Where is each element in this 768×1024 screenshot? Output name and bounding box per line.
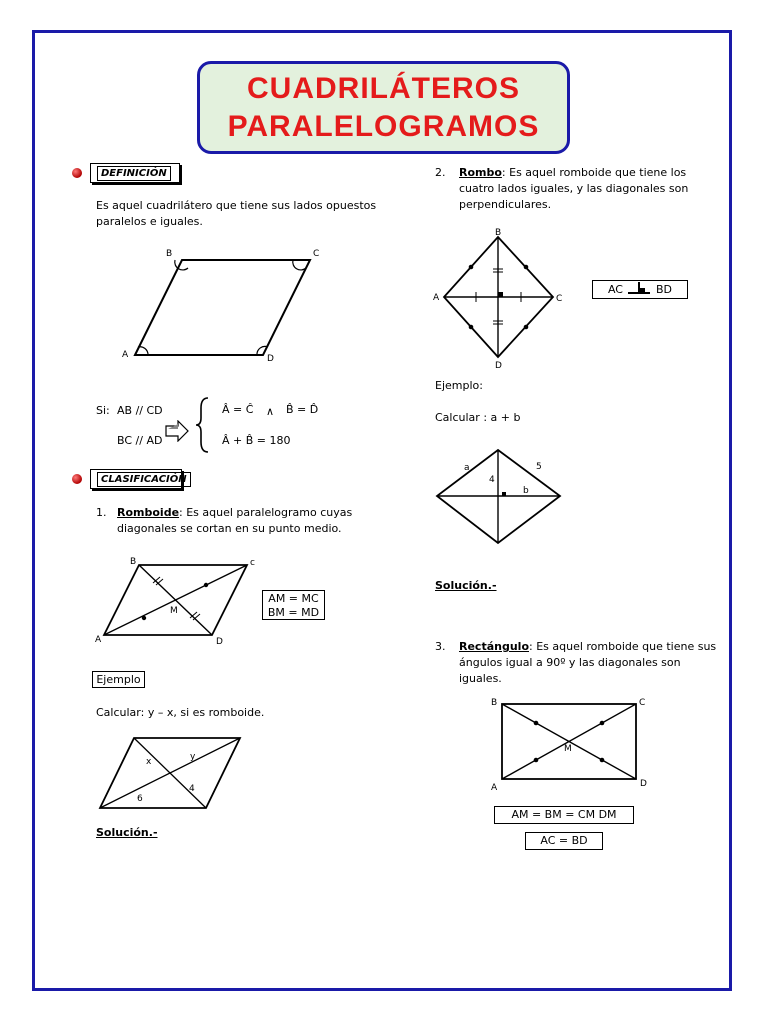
- rombo-diagram: [430, 225, 575, 370]
- ejemplo1-x-label: x: [146, 757, 152, 767]
- cond-ab-cd: AB // CD: [117, 404, 163, 417]
- rombo-a-label: A: [433, 293, 440, 303]
- romboide-c-label: c: [250, 558, 255, 568]
- definicion-tag: DEFINICIÓN: [90, 163, 180, 183]
- rombo-solucion-label: Solución.-: [435, 579, 497, 592]
- rombo-b-label: B: [495, 228, 502, 238]
- romboide-diagram: [92, 553, 262, 647]
- perpendicular-icon: [628, 282, 650, 294]
- brace-icon: [195, 396, 211, 454]
- rombo-ej-b-label: b: [523, 486, 529, 496]
- rect-c-label: C: [639, 698, 646, 708]
- ejemplo1-4-label: 4: [189, 784, 195, 794]
- rombo-term: Rombo: [459, 166, 502, 179]
- romboide-term: Romboide: [117, 506, 180, 519]
- rombo-box-ac: AC: [607, 283, 623, 296]
- title-line-1: CUADRILÁTEROS: [247, 71, 520, 105]
- ejemplo1-y-label: y: [190, 752, 196, 762]
- rombo-ejemplo-diagram: [432, 440, 567, 550]
- rectangulo-text-2: ángulos igual a 90º y las diagonales son: [459, 656, 681, 669]
- romboide-a-label: A: [95, 635, 102, 645]
- si-label: Si:: [96, 404, 110, 417]
- result-b-eq-d: B̂ = D̂: [286, 403, 319, 416]
- implies-arrow-icon: [164, 420, 190, 442]
- item3-number: 3.: [435, 640, 446, 653]
- romboide-d-label: D: [216, 637, 223, 647]
- romboide-eq-1: AM = MC: [268, 592, 319, 605]
- vertex-d-label: D: [267, 354, 274, 364]
- ejemplo-box: Ejemplo: [92, 671, 145, 688]
- solucion1-label: Solución.-: [96, 826, 158, 839]
- rombo-ej-5-label: 5: [536, 462, 542, 472]
- item1-text-2: diagonales se cortan en su punto medio.: [117, 522, 342, 535]
- rombo-box-bd: BD: [655, 283, 673, 296]
- romboide-equalities-box: [262, 590, 325, 620]
- romboide-m-label: M: [170, 606, 178, 616]
- item1-line: [117, 505, 352, 521]
- item3-line: [459, 639, 716, 655]
- rectangulo-eq-box-1: AM = BM = CM DM: [494, 806, 634, 824]
- rombo-ejemplo-label: Ejemplo:: [435, 379, 483, 392]
- rombo-ej-a-label: a: [464, 463, 470, 473]
- result-sum-180: Â + B̂ = 180: [222, 434, 291, 447]
- ejemplo1-diagram: [92, 730, 252, 815]
- vertex-b-label: B: [166, 249, 173, 259]
- romboide-eq-2: BM = MD: [267, 606, 320, 619]
- rect-m-label: M: [564, 744, 572, 754]
- rombo-d-label: D: [495, 361, 502, 370]
- rect-a-label: A: [491, 783, 498, 793]
- rombo-ej-4-label: 4: [489, 475, 495, 485]
- rombo-c-label: C: [556, 294, 563, 304]
- and-symbol: ∧: [266, 405, 275, 418]
- cond-bc-ad: BC // AD: [117, 434, 163, 447]
- item2-number: 2.: [435, 166, 446, 179]
- rect-d-label: D: [640, 779, 647, 789]
- bullet-icon: [72, 168, 82, 178]
- paralelogramo-diagram: [110, 240, 330, 365]
- rectangulo-diagram: [486, 694, 656, 794]
- rectangulo-text-3: iguales.: [459, 672, 502, 685]
- title-banner: [197, 61, 570, 154]
- rectangulo-term: Rectángulo: [459, 640, 529, 653]
- result-a-eq-c: Â = Ĉ: [222, 403, 254, 416]
- rombo-text-3: perpendiculares.: [459, 198, 552, 211]
- vertex-c-label: C: [313, 249, 320, 259]
- definicion-text-2: paralelos e iguales.: [96, 215, 203, 228]
- definicion-text-1: Es aquel cuadrilátero que tiene sus lados opuestos: [96, 199, 377, 212]
- rectangulo-eq-box-2: AC = BD: [525, 832, 603, 850]
- item2-line: [459, 165, 686, 181]
- ejemplo1-6-label: 6: [137, 794, 143, 804]
- bullet-icon: [72, 474, 82, 484]
- vertex-a-label: A: [122, 350, 129, 360]
- title-line-2: PARALELOGRAMOS: [227, 109, 540, 143]
- item1-number: 1.: [96, 506, 107, 519]
- ejemplo1-prompt: Calcular: y – x, si es romboide.: [96, 706, 265, 719]
- rectangulo-text-1: : Es aquel romboide que tiene sus: [529, 640, 717, 653]
- item1-text-1: : Es aquel paralelogramo cuyas: [179, 506, 353, 519]
- rect-b-label: B: [491, 698, 498, 708]
- romboide-b-label: B: [130, 557, 137, 567]
- clasificacion-tag: CLASIFICACIÓN: [90, 469, 182, 489]
- rombo-perpendicular-box: [592, 280, 688, 299]
- rombo-prompt: Calcular : a + b: [435, 411, 521, 424]
- rombo-text-2: cuatro lados iguales, y las diagonales son: [459, 182, 689, 195]
- rombo-text-1: : Es aquel romboide que tiene los: [501, 166, 687, 179]
